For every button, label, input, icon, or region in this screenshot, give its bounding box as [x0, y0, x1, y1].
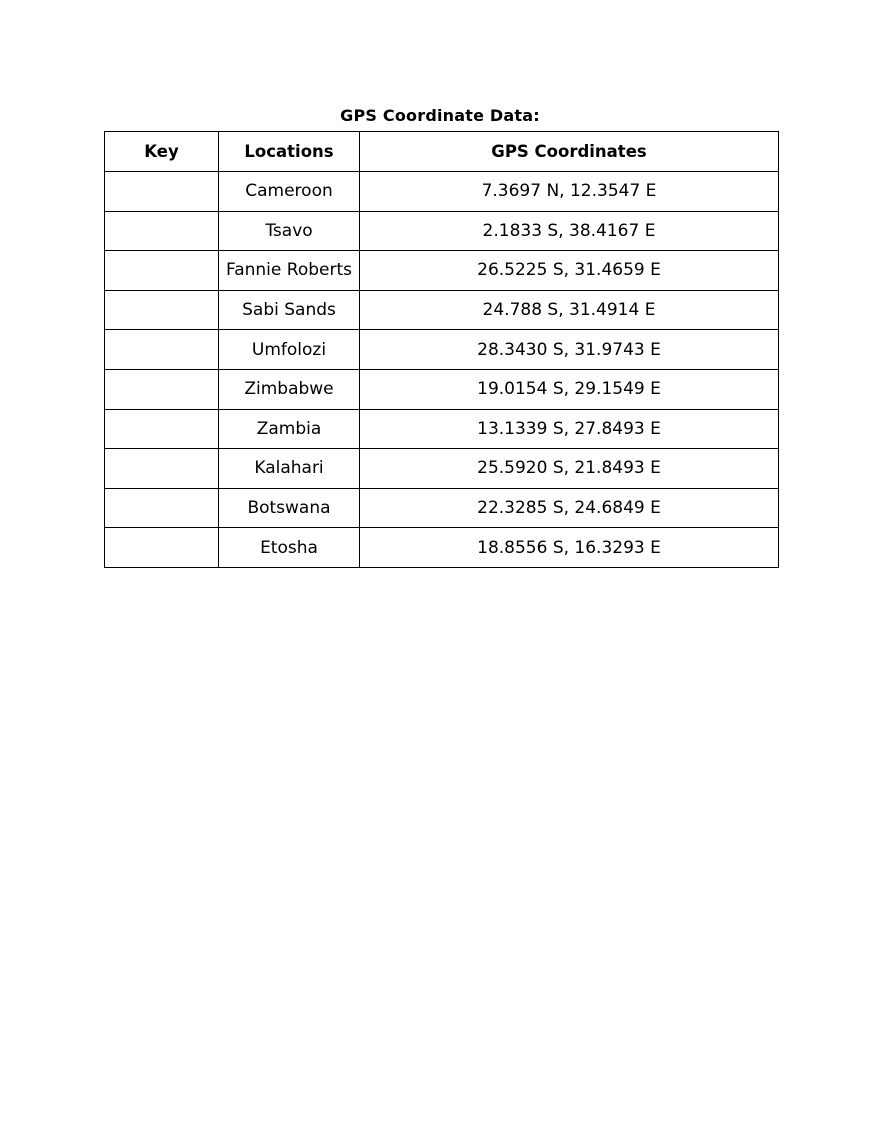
- table-header-row: [105, 132, 779, 172]
- key-cell: [105, 369, 219, 409]
- document-title: GPS Coordinate Data:: [340, 106, 540, 125]
- key-cell: [105, 449, 219, 489]
- gps-cell: 18.8556 S, 16.3293 E: [360, 528, 779, 568]
- location-cell: Botswana: [219, 488, 360, 528]
- gps-cell: 13.1339 S, 27.8493 E: [360, 409, 779, 449]
- location-cell: Kalahari: [219, 449, 360, 489]
- table-row: [105, 251, 779, 291]
- key-cell: [105, 251, 219, 291]
- header-locations: Locations: [219, 132, 360, 172]
- table-row: [105, 172, 779, 212]
- gps-cell: 24.788 S, 31.4914 E: [360, 290, 779, 330]
- gps-coordinate-table: [104, 131, 779, 568]
- table-row: [105, 528, 779, 568]
- key-cell: [105, 409, 219, 449]
- gps-cell: 26.5225 S, 31.4659 E: [360, 251, 779, 291]
- header-key: Key: [105, 132, 219, 172]
- location-cell: Umfolozi: [219, 330, 360, 370]
- location-cell: Etosha: [219, 528, 360, 568]
- gps-cell: 2.1833 S, 38.4167 E: [360, 211, 779, 251]
- location-cell: Zambia: [219, 409, 360, 449]
- table-row: [105, 330, 779, 370]
- table-row: [105, 369, 779, 409]
- key-cell: [105, 528, 219, 568]
- gps-cell: 19.0154 S, 29.1549 E: [360, 369, 779, 409]
- key-cell: [105, 488, 219, 528]
- table-row: [105, 488, 779, 528]
- table-row: [105, 449, 779, 489]
- location-cell: Zimbabwe: [219, 369, 360, 409]
- table-row: [105, 409, 779, 449]
- gps-cell: 28.3430 S, 31.9743 E: [360, 330, 779, 370]
- location-cell: Tsavo: [219, 211, 360, 251]
- location-cell: Sabi Sands: [219, 290, 360, 330]
- location-cell: Cameroon: [219, 172, 360, 212]
- key-cell: [105, 211, 219, 251]
- gps-cell: 7.3697 N, 12.3547 E: [360, 172, 779, 212]
- key-cell: [105, 330, 219, 370]
- table-row: [105, 290, 779, 330]
- key-cell: [105, 290, 219, 330]
- gps-cell: 22.3285 S, 24.6849 E: [360, 488, 779, 528]
- header-gps-coordinates: GPS Coordinates: [360, 132, 779, 172]
- key-cell: [105, 172, 219, 212]
- gps-cell: 25.5920 S, 21.8493 E: [360, 449, 779, 489]
- table-row: [105, 211, 779, 251]
- location-cell: Fannie Roberts: [219, 251, 360, 291]
